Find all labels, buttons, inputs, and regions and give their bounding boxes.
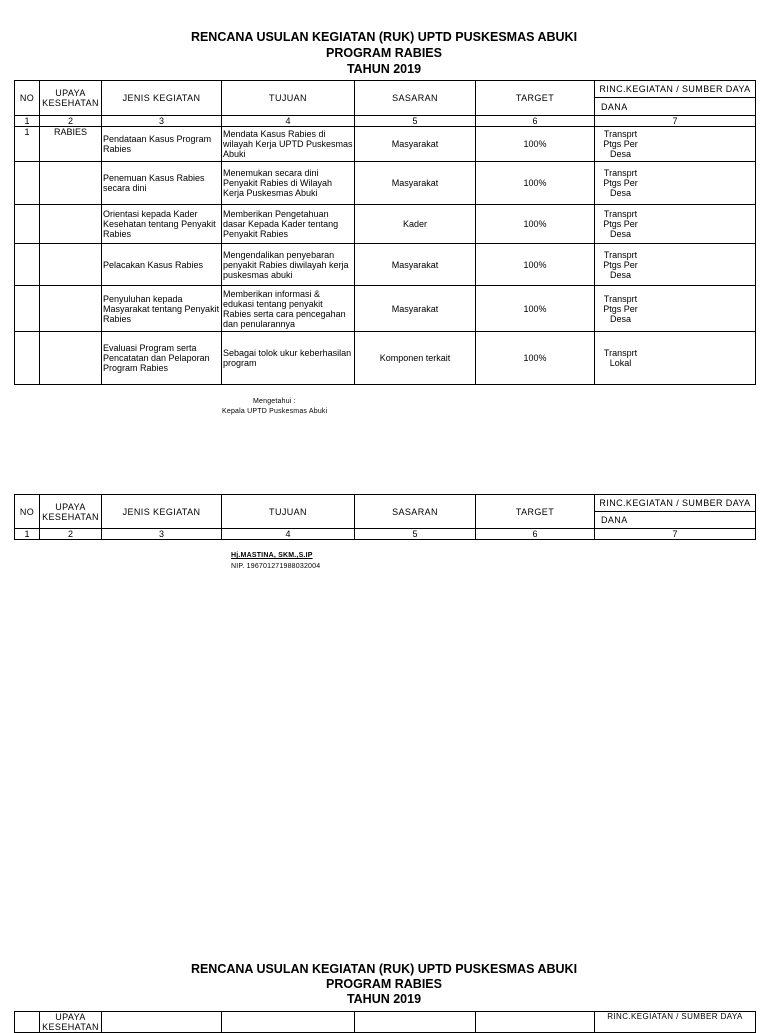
doc-subtitle: PROGRAM RABIES <box>326 46 442 60</box>
table-row <box>15 127 756 162</box>
header-rinc: RINC.KEGIATAN / SUMBER DAYA <box>595 81 756 98</box>
header-dana: DANA <box>595 98 756 116</box>
page-2 <box>0 494 751 542</box>
colnum: 5 <box>355 116 476 127</box>
row-jenis: Pendataan Kasus Program Rabies <box>102 127 222 162</box>
signatory-nip: NIP. 196701271988032004 <box>231 563 321 570</box>
header-sasaran: SASARAN <box>355 495 476 529</box>
page-1 <box>0 0 751 400</box>
row-no <box>15 205 40 244</box>
row-tujuan: Menemukan secara dini Penyakit Rabies di Wilayah Kerja Puskesmas Abuki <box>222 162 355 205</box>
row-sasaran: Masyarakat <box>355 286 476 332</box>
doc-title-page3: RENCANA USULAN KEGIATAN (RUK) UPTD PUSKESMAS ABUKI <box>190 962 578 976</box>
doc-title: RENCANA USULAN KEGIATAN (RUK) UPTD PUSKESMAS ABUKI <box>190 30 578 44</box>
row-dana: Transprt Ptgs Per Desa <box>595 286 756 332</box>
row-tujuan: Sebagai tolok ukur keberhasilan program <box>222 332 355 385</box>
header-no: NO <box>15 81 40 116</box>
colnum: 1 <box>15 529 40 540</box>
table-row <box>15 286 756 332</box>
header-jenis: JENIS KEGIATAN <box>102 495 222 529</box>
mengetahui-label: Mengetahui : <box>253 398 296 405</box>
table-row <box>15 162 756 205</box>
row-target: 100% <box>476 162 595 205</box>
colnum: 6 <box>476 116 595 127</box>
row-sasaran: Masyarakat <box>355 127 476 162</box>
header-upaya: UPAYA KESEHATAN <box>40 1012 102 1033</box>
row-sasaran: Masyarakat <box>355 162 476 205</box>
row-dana: Transprt Lokal <box>595 332 756 385</box>
row-sasaran: Kader <box>355 205 476 244</box>
row-upaya <box>40 162 102 205</box>
kepala-label: Kepala UPTD Puskesmas Abuki <box>222 408 328 415</box>
row-target: 100% <box>476 332 595 385</box>
header-jenis <box>102 1012 222 1033</box>
colnum: 4 <box>222 529 355 540</box>
row-tujuan: Mengendalikan penyebaran penyakit Rabies diwilayah kerja puskesmas abuki <box>222 244 355 286</box>
header-target: TARGET <box>476 495 595 529</box>
row-upaya: RABIES <box>40 127 102 162</box>
colnum: 5 <box>355 529 476 540</box>
row-tujuan: Mendata Kasus Rabies di wilayah Kerja UPTD Puskesmas Abuki <box>222 127 355 162</box>
row-target: 100% <box>476 244 595 286</box>
colnum: 2 <box>40 529 102 540</box>
ruk-table-page3 <box>14 1011 756 1033</box>
row-no <box>15 244 40 286</box>
signatory-name: Hj.MASTINA, SKM.,S.IP <box>231 552 313 559</box>
doc-subtitle-page3: PROGRAM RABIES <box>326 977 442 991</box>
colnum: 3 <box>102 529 222 540</box>
ruk-table-continued <box>14 494 756 540</box>
ruk-table <box>14 80 756 385</box>
row-jenis: Evaluasi Program serta Pencatatan dan Pelaporan Program Rabies <box>102 332 222 385</box>
header-no <box>15 1012 40 1033</box>
header-dana: DANA <box>595 512 756 529</box>
table-row <box>15 332 756 385</box>
row-no: 1 <box>15 127 40 162</box>
row-jenis: Penyuluhan kepada Masyarakat tentang Penyakit Rabies <box>102 286 222 332</box>
row-target: 100% <box>476 127 595 162</box>
header-no: NO <box>15 495 40 529</box>
row-upaya <box>40 286 102 332</box>
row-upaya <box>40 332 102 385</box>
row-jenis: Pelacakan Kasus Rabies <box>102 244 222 286</box>
row-dana: Transprt Ptgs Per Desa <box>595 205 756 244</box>
row-jenis: Orientasi kepada Kader Kesehatan tentang Penyakit Rabies <box>102 205 222 244</box>
header-target: TARGET <box>476 81 595 116</box>
header-rinc: RINC.KEGIATAN / SUMBER DAYA <box>595 495 756 512</box>
row-no <box>15 286 40 332</box>
header-upaya: UPAYA KESEHATAN <box>40 81 102 116</box>
colnum: 2 <box>40 116 102 127</box>
row-dana: Transprt Ptgs Per Desa <box>595 244 756 286</box>
table-row <box>15 205 756 244</box>
header-jenis: JENIS KEGIATAN <box>102 81 222 116</box>
colnum: 1 <box>15 116 40 127</box>
colnum: 3 <box>102 116 222 127</box>
header-tujuan <box>222 1012 355 1033</box>
colnum: 7 <box>595 529 756 540</box>
header-upaya: UPAYA KESEHATAN <box>40 495 102 529</box>
row-no <box>15 332 40 385</box>
header-sasaran: SASARAN <box>355 81 476 116</box>
header-tujuan: TUJUAN <box>222 495 355 529</box>
header-target <box>476 1012 595 1033</box>
row-upaya <box>40 244 102 286</box>
header-tujuan: TUJUAN <box>222 81 355 116</box>
doc-year: TAHUN 2019 <box>346 62 422 76</box>
colnum: 4 <box>222 116 355 127</box>
row-no <box>15 162 40 205</box>
row-target: 100% <box>476 205 595 244</box>
row-tujuan: Memberikan Pengetahuan dasar Kepada Kader tentang Penyakit Rabies <box>222 205 355 244</box>
doc-year-page3: TAHUN 2019 <box>346 992 422 1006</box>
row-sasaran: Masyarakat <box>355 244 476 286</box>
row-jenis: Penemuan Kasus Rabies secara dini <box>102 162 222 205</box>
header-sasaran <box>355 1012 476 1033</box>
colnum: 7 <box>595 116 756 127</box>
row-dana: Transprt Ptgs Per Desa <box>595 162 756 205</box>
row-target: 100% <box>476 286 595 332</box>
page-3 <box>0 1011 768 1032</box>
header-rinc: RINC.KEGIATAN / SUMBER DAYA <box>595 1012 756 1033</box>
table-row <box>15 244 756 286</box>
row-tujuan: Memberikan informasi & edukasi tentang penyakit Rabies serta cara pencegahan dan penularannya <box>222 286 355 332</box>
colnum: 6 <box>476 529 595 540</box>
row-sasaran: Komponen terkait <box>355 332 476 385</box>
row-dana: Transprt Ptgs Per Desa <box>595 127 756 162</box>
row-upaya <box>40 205 102 244</box>
